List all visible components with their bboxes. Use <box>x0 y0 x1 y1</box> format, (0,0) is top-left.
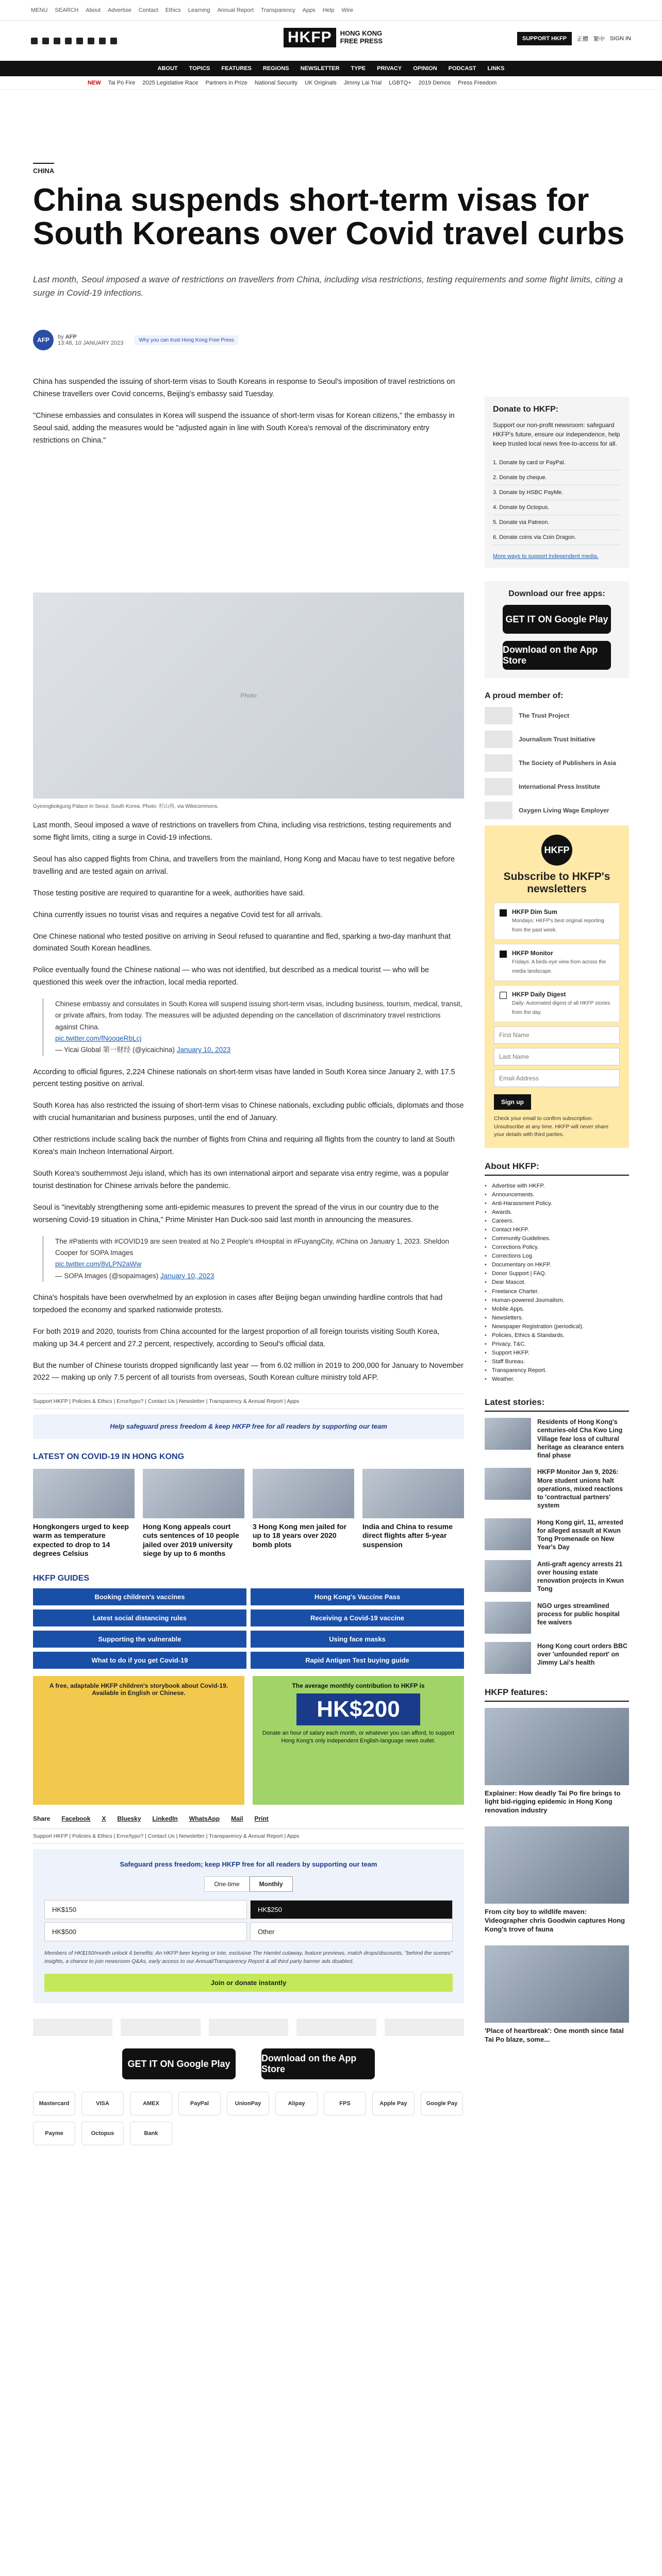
app-badges <box>493 605 621 670</box>
member-logo[interactable] <box>121 2019 200 2036</box>
amount-option[interactable]: HK$150 <box>44 1900 247 1919</box>
story-title: NGO urges streamlined process for public hospital fee waivers <box>537 1602 620 1626</box>
story-card[interactable] <box>253 1469 354 1558</box>
tab-monthly[interactable]: Monthly <box>250 1876 293 1892</box>
member-item[interactable] <box>485 754 629 772</box>
about-link[interactable]: • Support HKFP. <box>485 1349 629 1358</box>
more-ways-link[interactable]: More ways to support independent media. <box>493 553 599 560</box>
payment-logo: Bank <box>130 2122 172 2145</box>
promo-sub-text: Donate an hour of salary each month, or whatever you can afford, to support Hong Kong's only independent English-language news outlet. <box>262 1730 455 1744</box>
trending-label: NEW <box>88 79 101 86</box>
topbar-link[interactable]: SEARCH <box>55 7 79 13</box>
donate-note: Members of HK$150/month unlock 6 benefits: An HKFP beer keyring or tote, exclusive The Hamlet cutaway, feature previews, match drops/discounts, "behind the scenes" insights, a chance to join newsroom Q&As, early access to our Annual/Transparency Report & all third party banner ads disabled. <box>44 1950 453 1964</box>
amount-option[interactable]: Other <box>250 1922 453 1941</box>
member-name: The Society of Publishers in Asia <box>519 759 616 767</box>
about-link[interactable]: • Policies, Ethics & Standards. <box>485 1331 629 1340</box>
social-icons <box>31 38 117 44</box>
topbar-link[interactable]: Contact <box>138 7 158 13</box>
latest-story[interactable] <box>485 1602 629 1634</box>
tab-one-time[interactable]: One-time <box>204 1876 249 1892</box>
share-whatsapp[interactable]: WhatsApp <box>189 1815 220 1822</box>
paragraph: South Korea has also restricted the issuing of short-term visas to Chinese nationals, excluding public officials, diplomats and those with crucial humanitarian and business purposes, until the end of January. <box>33 1101 464 1123</box>
nav-item[interactable]: FEATURES <box>221 65 252 72</box>
topbar-link[interactable]: Apps <box>302 7 316 13</box>
byline-text: by AFP 13:48, 10 JANUARY 2023 <box>58 334 124 346</box>
member-title: A proud member of: <box>485 691 564 700</box>
embedded-tweet[interactable] <box>42 998 464 1056</box>
about-link[interactable]: • Contact HKFP. <box>485 1226 629 1234</box>
member-logo[interactable] <box>209 2019 288 2036</box>
logo-mark: HKFP <box>284 28 336 47</box>
latest-title: Latest stories: <box>485 1397 629 1412</box>
donate-option[interactable]: 5. Donate via Patreon. <box>493 515 621 530</box>
about-link[interactable]: • Announcements. <box>485 1191 629 1199</box>
about-link[interactable]: • Community Guidelines. <box>485 1234 629 1243</box>
newsletter-desc: Fridays: A birds-eye view from across the media landscape. <box>512 959 606 975</box>
about-link[interactable]: • Transparency Report. <box>485 1366 629 1375</box>
trending-link[interactable]: Jimmy Lai Trial <box>343 79 382 86</box>
trending-link[interactable]: Press Freedom <box>458 79 497 86</box>
newsletter-name: HKFP Dim Sum <box>512 908 557 916</box>
nav-item[interactable]: OPINION <box>413 65 437 72</box>
embedded-tweet[interactable] <box>42 1236 464 1282</box>
paragraph: China currently issues no tourist visas and requires a negative Covid test for all arrivals. <box>33 910 323 919</box>
guide-button[interactable]: Latest social distancing rules <box>33 1609 246 1626</box>
share-bar <box>33 1815 464 1822</box>
paragraph: Police eventually found the Chinese national — who was not identified, but described as a medical tourist — who will be questioned this week over the infraction, local media reported. <box>33 966 429 987</box>
donate-title: Donate to HKFP: <box>493 405 559 414</box>
member-item[interactable] <box>485 802 629 819</box>
site-logo[interactable] <box>284 28 383 47</box>
google-play-badge[interactable]: GET IT ON Google Play <box>503 605 611 634</box>
paragraph: "Chinese embassies and consulates in Korea will suspend the issuance of short-term visas for Korean citizens," the embassy in Seoul said, adding the measures would be "adjusted again in line with South Korea's removal of the discriminatory entry restrictions on China." <box>33 411 455 445</box>
story-title: Anti-graft agency arrests 21 over housing estate renovation projects in Kwun Tong <box>537 1560 624 1593</box>
article-lede: Last month, Seoul imposed a wave of restrictions on travellers from China, including visa restrictions, testing requirements and some flight limits, citing a surge in Covid-19 infections. <box>33 275 623 298</box>
topbar-link[interactable]: About <box>86 7 101 13</box>
member-item[interactable] <box>485 778 629 795</box>
newsletter-option[interactable] <box>494 944 620 981</box>
share-x[interactable]: X <box>102 1815 106 1822</box>
payment-logo: UnionPay <box>227 2092 269 2115</box>
about-link[interactable]: • Freelance Charter. <box>485 1287 629 1296</box>
promo-amount: HK$200 <box>296 1693 420 1725</box>
newsletter-fineprint: Check your email to confirm subscription. Unsubscribe at any time. HKFP will never share your details with third parties. <box>494 1115 609 1138</box>
trending-link[interactable]: 2019 Demos <box>418 79 451 86</box>
nav-item[interactable]: REGIONS <box>262 65 289 72</box>
guide-button[interactable]: Booking children's vaccines <box>33 1588 246 1605</box>
logo-text <box>340 30 383 45</box>
payment-logo: FPS <box>324 2092 366 2115</box>
join-button[interactable]: Join or donate instantly <box>44 1974 453 1992</box>
logo-line2: FREE PRESS <box>340 37 383 45</box>
article-title: China suspends short-term visas for South Koreans over Covid travel curbs <box>33 182 625 252</box>
about-link[interactable]: • Corrections Policy. <box>485 1243 629 1252</box>
topbar-link[interactable]: Learning <box>188 7 210 13</box>
feature-title: Explainer: How deadly Tai Po fire brings to light bid-rigging epidemic in Hong Kong renovation industry <box>485 1789 621 1815</box>
donate-box <box>485 397 629 568</box>
feature-title: From city boy to wildlife maven: Videographer chris Goodwin captures Hong Kong's trove of fauna <box>485 1908 625 1933</box>
tweet-text: The #Patients with #COVID19 are seen treated at No.2 People's #Hospital in #FuyangCity, #China on January 1, 2023. Sheldon Cooper for SOPA Images <box>55 1237 450 1257</box>
storybook-promo[interactable] <box>33 1676 244 1805</box>
about-link[interactable]: • Corrections Log. <box>485 1252 629 1261</box>
share-facebook[interactable]: Facebook <box>61 1815 91 1822</box>
tweet-link[interactable]: pic.twitter.com/8vLPN2aWw <box>55 1260 142 1268</box>
last-name-field[interactable]: Last Name <box>494 1048 620 1065</box>
features <box>485 1687 629 2044</box>
tweet-author: — Yicai Global 第一财经 (@yicaichina) <box>55 1046 175 1054</box>
topbar-link[interactable]: Advertise <box>107 7 131 13</box>
card-title: Hong Kong appeals court cuts sentences of 10 people jailed over 2019 university siege by up to 6 months <box>143 1522 239 1558</box>
about-link[interactable]: • Human-powered Journalism. <box>485 1296 629 1305</box>
feature-image <box>485 1708 629 1785</box>
latest-story[interactable] <box>485 1560 629 1594</box>
feature-image <box>485 1945 629 2023</box>
header-actions <box>517 32 631 45</box>
donate-intro: Support our non-profit newsroom: safeguard HKFP's future, ensure our independence, help keep trusted local news free-to-access for all. <box>493 421 620 447</box>
paragraph: Seoul has also capped flights from China, and travellers from the mainland, Hong Kong and Macau have to test negative before travelling and are tested again on arrival. <box>33 855 455 876</box>
trending-link[interactable]: National Security <box>254 79 297 86</box>
about-link[interactable]: • Privacy, T&C. <box>485 1340 629 1349</box>
about-link[interactable]: • Newspaper Registration (periodical). <box>485 1323 629 1331</box>
article-photo <box>33 592 464 799</box>
nav-item[interactable]: PRIVACY <box>377 65 402 72</box>
story-thumb <box>485 1418 531 1450</box>
payment-logo: Alipay <box>275 2092 318 2115</box>
about-link[interactable]: • Careers. <box>485 1217 629 1226</box>
story-thumb <box>485 1602 531 1634</box>
member-logo-image <box>485 754 512 772</box>
instagram-icon[interactable] <box>54 38 60 44</box>
latest-story[interactable] <box>485 1468 629 1510</box>
member-logo-image <box>485 707 512 724</box>
paragraph: China's hospitals have been overwhelmed by an explosion in cases after Beijing began unwinding hardline controls that had torpedoed the economy and sparked nationwide protests. <box>33 1293 443 1314</box>
story-card[interactable] <box>143 1469 244 1558</box>
member-name: International Press Institute <box>519 783 601 790</box>
x-icon[interactable] <box>42 38 49 44</box>
feature-item[interactable] <box>485 1826 629 1934</box>
lang-zh-trad-link[interactable]: 繁中 <box>593 36 605 42</box>
promo-row <box>33 1676 464 1805</box>
trending-link[interactable]: UK Originals <box>304 79 337 86</box>
paragraph: South Korea's southernmost Jeju island, which has its own international airport and separate visa entry regime, was a popular tourist destination for Chinese arrivals before the pandemic. <box>33 1170 449 1190</box>
card-image <box>253 1469 354 1518</box>
trending-link[interactable]: Partners in Prize <box>205 79 247 86</box>
member-item[interactable] <box>485 707 629 724</box>
guide-button[interactable]: Hong Kong's Vaccine Pass <box>251 1588 464 1605</box>
about-link[interactable]: • Staff Bureau. <box>485 1358 629 1366</box>
member-logo-image <box>485 802 512 819</box>
support-hkfp-button[interactable]: SUPPORT HKFP <box>517 32 572 45</box>
sidebar <box>485 397 629 2056</box>
topbar-link[interactable]: Transparency <box>260 7 295 13</box>
card-image <box>33 1469 135 1518</box>
utility-bar <box>0 0 662 21</box>
topbar-link[interactable]: Wire <box>341 7 354 13</box>
guide-button[interactable]: Supporting the vulnerable <box>33 1631 246 1648</box>
latest-heading: LATEST ON COVID-19 IN HONG KONG <box>33 1452 185 1461</box>
facebook-icon[interactable] <box>31 38 38 44</box>
paragraph: One Chinese national who tested positive on arriving in Seoul refused to quarantine and fled, sparking a two-day manhunt that dominated South Korean headlines. <box>33 932 451 953</box>
latest-story[interactable] <box>485 1518 629 1552</box>
nav-item[interactable]: TOPICS <box>189 65 210 72</box>
newsletter-logo: HKFP <box>541 835 572 866</box>
footer-app-badges <box>33 2048 464 2079</box>
latest-cards <box>33 1469 464 1558</box>
newsletter-name: HKFP Monitor <box>512 950 553 957</box>
latest-story[interactable] <box>485 1418 629 1460</box>
feature-image <box>485 1826 629 1904</box>
member-name: The Trust Project <box>519 712 570 719</box>
card-image <box>143 1469 244 1518</box>
newsletter-desc: Daily: Automated digest of all HKFP stories from the day. <box>512 1001 610 1016</box>
paragraph: But the number of Chinese tourists dropped significantly last year — from 6.02 million in 2019 to 200,000 for January to November 2022 — making up only 7.5 percent of all tourists from overseas, South Korean culture ministry told AFP. <box>33 1361 464 1382</box>
article-body-cont <box>33 592 464 2145</box>
share-label: Share <box>33 1815 51 1822</box>
storybook-promo-text: A free, adaptable HKFP children's storybook about Covid-19. Available in English or Chinese. <box>49 1682 228 1697</box>
photo-caption: Gyeongbokgung Palace in Seoul, South Korea. Photo: 杉山尚, via Wikicommons. <box>33 804 219 809</box>
checkbox[interactable] <box>500 992 507 999</box>
checkbox[interactable] <box>500 909 507 917</box>
section-tag[interactable]: CHINA <box>33 163 54 175</box>
paragraph: Seoul is "inevitably strengthening some anti-epidemic measures to prevent the spread of the virus in our country due to the worsening Covid-19 situation in China," Prime Minister Han Duck-soo said last month in announcing the measures. <box>33 1203 439 1224</box>
app-store-badge[interactable]: Download on the App Store <box>261 2048 375 2079</box>
payment-logo: Payme <box>33 2122 75 2145</box>
paragraph: Last month, Seoul imposed a wave of restrictions on travellers from China, including visa restrictions, testing requirements and some flight limits, citing a surge in Covid-19 infections. <box>33 821 451 842</box>
threads-icon[interactable] <box>65 38 72 44</box>
share-print[interactable]: Print <box>254 1815 269 1822</box>
member-logo-image <box>485 778 512 795</box>
logo-line1: HONG KONG <box>340 29 383 38</box>
member-name: Journalism Trust Initiative <box>519 736 595 743</box>
story-card[interactable] <box>362 1469 464 1558</box>
nav-item[interactable]: LINKS <box>487 65 505 72</box>
amount-options <box>44 1900 453 1941</box>
trending-link[interactable]: LGBTQ+ <box>389 79 411 86</box>
donate-option[interactable]: 6. Donate coins via Coin Dragon. <box>493 530 621 545</box>
amount-option[interactable]: HK$500 <box>44 1922 247 1941</box>
about-link[interactable]: • Awards. <box>485 1208 629 1217</box>
paragraph: Other restrictions include scaling back the number of flights from China and requiring all flights from the country to land at South Korea's main Incheon International Airport. <box>33 1136 455 1157</box>
frequency-toggle <box>44 1876 453 1892</box>
nav-item[interactable]: NEWSLETTER <box>300 65 340 72</box>
guide-button[interactable]: Rapid Antigen Test buying guide <box>251 1652 464 1669</box>
about-title: About HKFP: <box>485 1161 629 1176</box>
donate-option[interactable]: 1. Donate by card or PayPal. <box>493 455 621 470</box>
tweet-date[interactable]: January 10, 2023 <box>176 1046 231 1054</box>
member-logo[interactable] <box>33 2019 112 2036</box>
newsletter-title: Subscribe to HKFP's newsletters <box>503 871 610 895</box>
support-links[interactable]: Support HKFP | Policies & Ethics | Error/typo? | Contact Us | Newsletter | Transparency & Annual Report | Apps <box>33 1394 464 1409</box>
donate-option[interactable]: 4. Donate by Octopus. <box>493 500 621 515</box>
payment-logo: Apple Pay <box>372 2092 415 2115</box>
footer-member-logos <box>33 2019 464 2036</box>
signin-link[interactable]: SIGN IN <box>610 36 631 42</box>
payment-logo: PayPal <box>178 2092 221 2115</box>
newsletter-name: HKFP Daily Digest <box>512 991 566 998</box>
about-link[interactable]: • Mobile Apps. <box>485 1305 629 1314</box>
about-box <box>485 1161 629 1384</box>
nav-item[interactable]: TYPE <box>351 65 366 72</box>
topbar-link[interactable]: Help <box>322 7 335 13</box>
rss-icon[interactable] <box>110 38 117 44</box>
nav-item[interactable]: ABOUT <box>157 65 178 72</box>
story-title: HKFP Monitor Jan 9, 2026: More student unions halt operations, mixed reactions to 'contractual partners' system <box>537 1468 623 1510</box>
card-image <box>362 1469 464 1518</box>
donate-option[interactable]: 2. Donate by cheque. <box>493 470 621 485</box>
about-link[interactable]: • Donor Support | FAQ. <box>485 1269 629 1278</box>
donation-promo[interactable] <box>253 1676 464 1805</box>
card-title: Hongkongers urged to keep warm as temperature expected to drop to 14 degrees Celsius <box>33 1522 129 1558</box>
donate-option[interactable]: 3. Donate by HSBC PayMe. <box>493 485 621 500</box>
share-linkedin[interactable]: LinkedIn <box>152 1815 178 1822</box>
tweet-author: — SOPA Images (@sopaimages) <box>55 1272 159 1280</box>
youtube-icon[interactable] <box>88 38 94 44</box>
guide-button[interactable]: What to do if you get Covid-19 <box>33 1652 246 1669</box>
latest-story[interactable] <box>485 1642 629 1674</box>
byline <box>33 330 238 350</box>
donate-widget <box>33 1849 464 2004</box>
promo-top-text: The average monthly contribution to HKFP is <box>292 1682 425 1689</box>
member-box <box>485 691 629 819</box>
checkbox[interactable] <box>500 951 507 958</box>
member-logo-image <box>485 731 512 748</box>
article-body <box>33 376 464 456</box>
newsletter-desc: Mondays: HKFP's best original reporting from the past week. <box>512 918 604 934</box>
google-play-badge[interactable]: GET IT ON Google Play <box>122 2048 236 2079</box>
about-link[interactable]: • Newsletters. <box>485 1314 629 1323</box>
story-thumb <box>485 1642 531 1674</box>
brand-bar <box>0 21 662 61</box>
paragraph: Those testing positive are required to quarantine for a week, authorities have said. <box>33 889 305 897</box>
story-thumb <box>485 1518 531 1550</box>
latest-stories <box>485 1397 629 1674</box>
tweet-link[interactable]: pic.twitter.com/fNooqeRbLcj <box>55 1035 142 1043</box>
payment-logo: Octopus <box>81 2122 124 2145</box>
feature-item[interactable] <box>485 1945 629 2044</box>
trending-link[interactable]: 2025 Legislative Race <box>142 79 198 86</box>
payment-logo: VISA <box>81 2092 124 2115</box>
newsletter-option[interactable] <box>494 985 620 1022</box>
member-name: Oxygen Living Wage Employer <box>519 807 609 814</box>
donate-heading: Safeguard press freedom; keep HKFP free for all readers by supporting our team <box>120 1860 377 1868</box>
story-title: Residents of Hong Kong's centuries-old Cha Kwo Ling Village fear loss of cultural heritage as clearance enters final phase <box>537 1418 624 1460</box>
author-avatar[interactable]: AFP <box>33 330 54 350</box>
apps-title: Download our free apps: <box>508 589 605 598</box>
about-link[interactable]: • Dear Mascot. <box>485 1278 629 1287</box>
author-name[interactable]: AFP <box>65 334 77 340</box>
feature-title: 'Place of heartbreak': One month since fatal Tai Po blaze, some... <box>485 2026 624 2043</box>
share-bluesky[interactable]: Bluesky <box>117 1815 141 1822</box>
google-news-link[interactable]: Why you can trust Hong Kong Free Press <box>135 335 238 345</box>
app-store-badge[interactable]: Download on the App Store <box>503 641 611 670</box>
nav-item[interactable]: PODCAST <box>448 65 476 72</box>
tweet-date[interactable]: January 10, 2023 <box>160 1272 214 1280</box>
story-card[interactable] <box>33 1469 135 1558</box>
guide-buttons <box>33 1588 464 1669</box>
apps-box <box>485 581 629 678</box>
payment-logo: Mastercard <box>33 2092 75 2115</box>
about-link[interactable]: • Weather. <box>485 1375 629 1384</box>
guide-button[interactable]: Receiving a Covid-19 vaccine <box>251 1609 464 1626</box>
story-thumb <box>485 1468 531 1500</box>
guides-heading: HKFP GUIDES <box>33 1573 90 1583</box>
member-logo[interactable] <box>296 2019 376 2036</box>
trending-bar <box>0 76 662 90</box>
linkedin-icon[interactable] <box>99 38 106 44</box>
email-field[interactable]: Email Address <box>494 1070 620 1087</box>
feature-item[interactable] <box>485 1708 629 1816</box>
main-nav <box>0 61 662 76</box>
donate-list <box>493 455 621 545</box>
photo-placeholder: Photo <box>240 692 257 699</box>
topbar-link[interactable]: Ethics <box>165 7 181 13</box>
paragraph: According to official figures, 2,224 Chinese nationals on short-term visas have landed in South Korea since January 2, with 17.5 percent testing positive on arrival. <box>33 1067 455 1089</box>
paragraph: For both 2019 and 2020, tourists from China accounted for the largest proportion of all foreign tourists visiting South Korea, making up 34.4 percent and 27.2 percent, respectively, according to Seoul's official data. <box>33 1327 440 1348</box>
support-links-2[interactable]: Support HKFP | Policies & Ethics | Error/typo? | Contact Us | Newsletter | Transparency & Annual Report | Apps <box>33 1828 464 1844</box>
signup-button[interactable]: Sign up <box>494 1094 531 1110</box>
amount-option[interactable]: HK$250 <box>250 1900 453 1919</box>
member-item[interactable] <box>485 731 629 748</box>
support-banner[interactable]: Help safeguard press freedom & keep HKFP free for all readers by supporting our team <box>33 1414 464 1439</box>
card-title: India and China to resume direct flights after 5-year suspension <box>362 1522 453 1549</box>
story-title: Hong Kong court orders BBC over 'unfounded report' on Jimmy Lai's health <box>537 1642 627 1667</box>
first-name-field[interactable]: First Name <box>494 1026 620 1044</box>
about-link[interactable]: • Anti-Harassment Policy. <box>485 1199 629 1208</box>
story-thumb <box>485 1560 531 1592</box>
about-list <box>485 1182 629 1384</box>
card-title: 3 Hong Kong men jailed for up to 18 years over 2020 bomb plots <box>253 1522 347 1549</box>
share-mail[interactable]: Mail <box>231 1815 243 1822</box>
payment-logo: Google Pay <box>421 2092 463 2115</box>
features-title: HKFP features: <box>485 1687 629 1702</box>
newsletter-option[interactable] <box>494 903 620 940</box>
about-link[interactable]: • Documentary on HKFP. <box>485 1261 629 1269</box>
about-link[interactable]: • Advertise with HKFP. <box>485 1182 629 1191</box>
guide-button[interactable]: Using face masks <box>251 1631 464 1648</box>
menu-button[interactable]: MENU <box>31 7 48 13</box>
payment-methods <box>33 2092 464 2145</box>
paragraph: China has suspended the issuing of short-term visas to South Koreans in response to Seoul's imposition of travel restrictions on Chinese travellers over Covid concerns, Beijing's embassy said Tuesday. <box>33 378 455 398</box>
newsletter-box <box>485 825 629 1148</box>
topbar-link[interactable]: Annual Report <box>217 7 254 13</box>
bluesky-icon[interactable] <box>76 38 83 44</box>
publish-date: 13:48, 10 JANUARY 2023 <box>58 340 124 346</box>
lang-zh-link[interactable]: 正體 <box>577 36 589 42</box>
story-title: Hong Kong girl, 11, arrested for alleged assault at Kwun Tong Promenade on New Year's Day <box>537 1518 623 1551</box>
payment-logo: AMEX <box>130 2092 172 2115</box>
trending-link[interactable]: Tai Po Fire <box>108 79 136 86</box>
tweet-text: Chinese embassy and consulates in South Korea will suspend issuing short-term visas, including business, tourism, medical, transit, or private affairs, from today. The measures will be adjusted depending on the cancellation of discriminatory travel restrictions against China. <box>55 1000 462 1031</box>
member-logo[interactable] <box>385 2019 464 2036</box>
